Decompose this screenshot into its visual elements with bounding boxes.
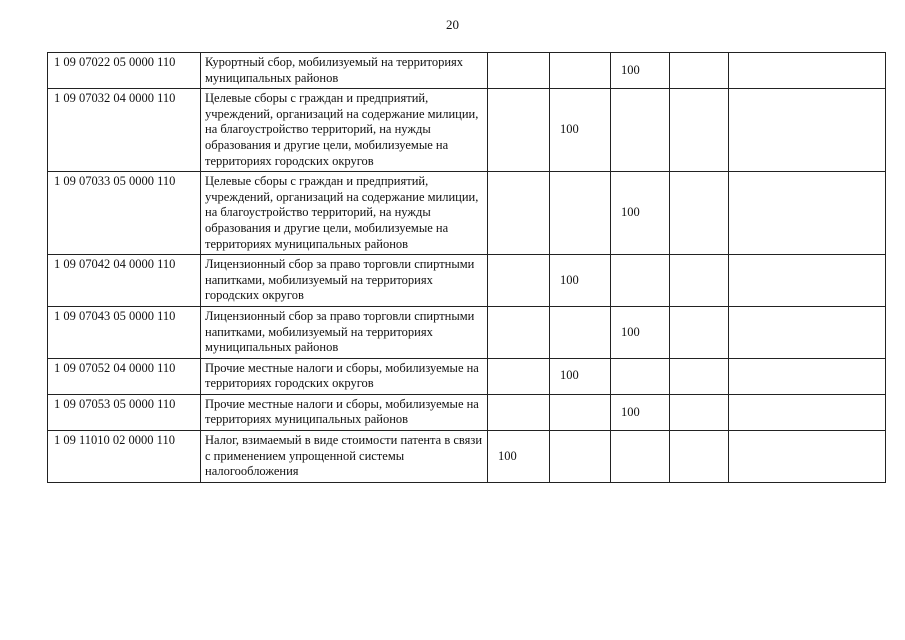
norm-percent-cell [670, 89, 729, 172]
budget-code-cell: 1 09 07033 05 0000 110 [48, 172, 201, 255]
norm-percent-cell [611, 358, 670, 394]
norm-percent-cell [729, 306, 886, 358]
budget-code-cell: 1 09 11010 02 0000 110 [48, 431, 201, 483]
table-row [48, 255, 886, 307]
norm-percent-cell [488, 306, 550, 358]
norm-percent-cell: 100 [611, 53, 670, 89]
norm-percent-cell [550, 431, 611, 483]
norm-percent-cell [488, 255, 550, 307]
norm-percent-cell [488, 172, 550, 255]
norm-percent-cell [729, 394, 886, 430]
norm-percent-cell [729, 255, 886, 307]
revenue-name-cell: Прочие местные налоги и сборы, мобилизуемые на территориях муниципальных районов [201, 394, 488, 430]
revenue-distribution-table [47, 52, 886, 483]
norm-percent-cell [488, 394, 550, 430]
norm-percent-cell [550, 172, 611, 255]
page-number: 20 [446, 17, 459, 32]
norm-percent-cell [488, 89, 550, 172]
norm-percent-cell [729, 89, 886, 172]
budget-code-cell: 1 09 07032 04 0000 110 [48, 89, 201, 172]
norm-percent-cell: 100 [550, 358, 611, 394]
revenue-name-cell: Налог, взимаемый в виде стоимости патента в связи с применением упрощенной системы налогообложения [201, 431, 488, 483]
norm-percent-cell [488, 358, 550, 394]
budget-code-cell: 1 09 07042 04 0000 110 [48, 255, 201, 307]
revenue-name-cell: Целевые сборы с граждан и предприятий, учреждений, организаций на содержание милиции, на благоустройство территорий, на нужды образования и другие цели, мобилизуемые на территориях муниципальных районов [201, 172, 488, 255]
revenue-name-cell: Лицензионный сбор за право торговли спиртными напитками, мобилизуемый на территориях городских округов [201, 255, 488, 307]
norm-percent-cell: 100 [550, 89, 611, 172]
norm-percent-cell [729, 431, 886, 483]
table-row [48, 89, 886, 172]
norm-percent-cell [729, 358, 886, 394]
norm-percent-cell [670, 172, 729, 255]
norm-percent-cell [670, 255, 729, 307]
norm-percent-cell [729, 172, 886, 255]
norm-percent-cell: 100 [488, 431, 550, 483]
norm-percent-cell [670, 306, 729, 358]
norm-percent-cell [550, 306, 611, 358]
norm-percent-cell [729, 53, 886, 89]
norm-percent-cell [611, 89, 670, 172]
norm-percent-cell [670, 394, 729, 430]
norm-percent-cell [670, 431, 729, 483]
revenue-name-cell: Курортный сбор, мобилизуемый на территориях муниципальных районов [201, 53, 488, 89]
budget-code-cell: 1 09 07052 04 0000 110 [48, 358, 201, 394]
revenue-name-cell: Целевые сборы с граждан и предприятий, учреждений, организаций на содержание милиции, на благоустройство территорий, на нужды образования и другие цели, мобилизуемые на территориях городских округов [201, 89, 488, 172]
norm-percent-cell: 100 [611, 172, 670, 255]
norm-percent-cell [611, 255, 670, 307]
table-row [48, 431, 886, 483]
table-row [48, 394, 886, 430]
revenue-name-cell: Прочие местные налоги и сборы, мобилизуемые на территориях городских округов [201, 358, 488, 394]
budget-code-cell: 1 09 07043 05 0000 110 [48, 306, 201, 358]
table-body [48, 53, 886, 483]
norm-percent-cell: 100 [550, 255, 611, 307]
norm-percent-cell [550, 53, 611, 89]
norm-percent-cell [488, 53, 550, 89]
budget-code-cell: 1 09 07053 05 0000 110 [48, 394, 201, 430]
budget-code-cell: 1 09 07022 05 0000 110 [48, 53, 201, 89]
norm-percent-cell: 100 [611, 306, 670, 358]
table-row [48, 53, 886, 89]
norm-percent-cell [611, 431, 670, 483]
table-row [48, 306, 886, 358]
revenue-name-cell: Лицензионный сбор за право торговли спиртными напитками, мобилизуемый на территориях муниципальных районов [201, 306, 488, 358]
norm-percent-cell [670, 53, 729, 89]
table-row [48, 172, 886, 255]
norm-percent-cell [670, 358, 729, 394]
table-row [48, 358, 886, 394]
norm-percent-cell: 100 [611, 394, 670, 430]
norm-percent-cell [550, 394, 611, 430]
